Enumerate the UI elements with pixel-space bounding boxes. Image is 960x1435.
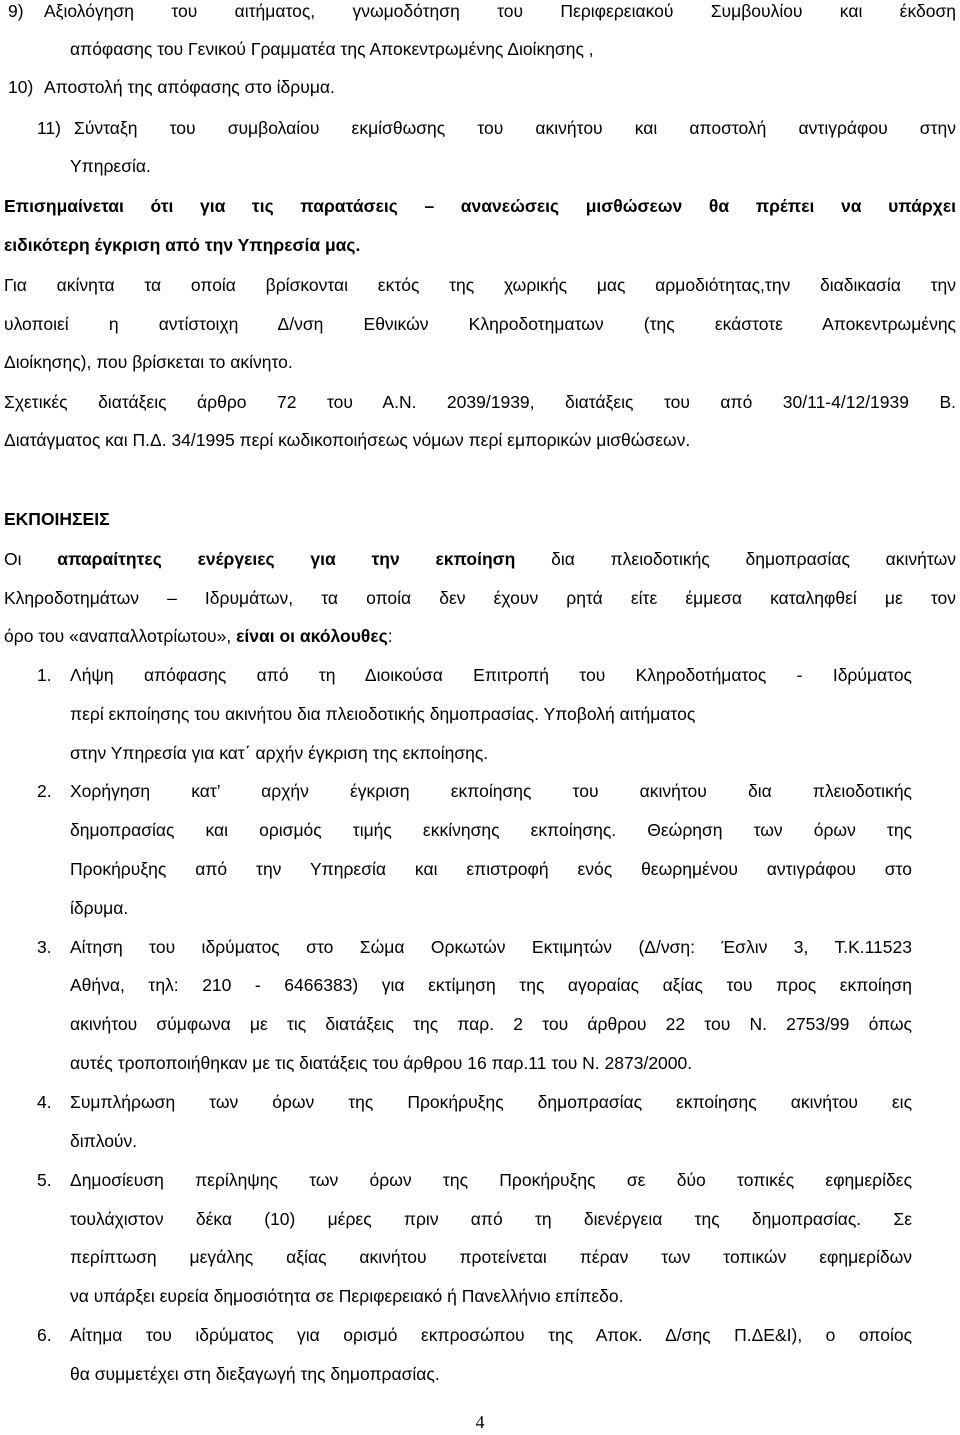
- step-line: τουλάχιστον δέκα (10) μέρες πριν από τη διενέργεια της δημοπρασίας. Σε: [70, 1209, 912, 1229]
- list-item-line: Αξιολόγηση του αιτήματος, γνωμοδότηση του Περιφερειακού Συμβουλίου και έκδοση: [44, 1, 956, 21]
- paragraph-line: υλοποιεί η αντίστοιχη Δ/νση Εθνικών Κληροδοτηματων (της εκάστοτε Αποκεντρωμένης: [4, 314, 956, 334]
- paragraph-line: Σχετικές διατάξεις άρθρο 72 του Α.Ν. 2039/1939, διατάξεις του από 30/11-4/12/1939 Β.: [4, 392, 956, 412]
- step-number: 1.: [37, 665, 52, 685]
- step-number: 3.: [37, 937, 52, 957]
- step-number: 4.: [37, 1092, 52, 1112]
- paragraph-line: Διατάγματος και Π.Δ. 34/1995 περί κωδικοποιήσεως νόμων περί εμπορικών μισθώσεων.: [4, 430, 691, 450]
- intro-bold-text: απαραίτητες ενέργειες για την εκποίηση: [57, 549, 516, 569]
- step-number: 2.: [37, 781, 52, 801]
- list-item-number: 10): [8, 77, 34, 97]
- step-line: Χορήγηση κατ’ αρχήν έγκριση εκποίησης του ακινήτου δια πλειοδοτικής: [70, 781, 912, 801]
- list-item-line: απόφασης του Γενικού Γραμματέα της Αποκεντρωμένης Διοίκησης ,: [70, 39, 594, 59]
- list-item-number: 11): [37, 118, 61, 138]
- step-line: περίπτωση μεγάλης αξίας ακινήτου προτείνεται πέραν των τοπικών εφημερίδων: [70, 1247, 912, 1267]
- step-line: διπλούν.: [70, 1131, 138, 1151]
- intro-text: δια πλειοδοτικής δημοπρασίας ακινήτων: [515, 549, 956, 569]
- intro-text: όρο του «αναπαλλοτρίωτου»,: [4, 626, 237, 646]
- step-line: αυτές τροποποιήθηκαν με τις διατάξεις του άρθρου 16 παρ.11 του Ν. 2873/2000.: [70, 1053, 693, 1073]
- page-number: 4: [475, 1412, 485, 1432]
- section-heading: ΕΚΠΟΙΗΣΕΙΣ: [4, 509, 110, 529]
- step-line: Συμπλήρωση των όρων της Προκήρυξης δημοπρασίας εκποίησης ακινήτου εις: [70, 1092, 912, 1112]
- intro-line-2: Κληροδοτημάτων – Ιδρυμάτων, τα οποία δεν έχουν ρητά είτε έμμεσα καταληφθεί με τον: [4, 588, 956, 608]
- step-line: Αίτημα του ιδρύματος για ορισμό εκπροσώπου της Αποκ. Δ/σης Π.ΔΕ&Ι), ο οποίος: [70, 1325, 912, 1345]
- paragraph-line: Για ακίνητα τα οποία βρίσκονται εκτός της χωρικής μας αρμοδιότητας,την διαδικασία την: [4, 275, 956, 295]
- notice-line: ειδικότερη έγκριση από την Υπηρεσία μας.: [4, 235, 361, 255]
- step-line: περί εκποίησης του ακινήτου δια πλειοδοτικής δημοπρασίας. Υποβολή αιτήματος: [70, 704, 696, 724]
- step-line: Αίτηση του ιδρύματος στο Σώμα Ορκωτών Εκτιμητών (Δ/νση: Έσλιν 3, Τ.Κ.11523: [70, 937, 912, 957]
- paragraph-line: Διοίκησης), που βρίσκεται το ακίνητο.: [4, 352, 293, 372]
- step-line: ακινήτου σύμφωνα με τις διατάξεις της παρ. 2 του άρθρου 22 του Ν. 2753/99 όπως: [70, 1014, 912, 1034]
- step-line: να υπάρξει ευρεία δημοσιότητα σε Περιφερειακό ή Πανελλήνιο επίπεδο.: [70, 1286, 624, 1306]
- list-item-number: 9): [8, 1, 24, 21]
- step-number: 6.: [37, 1325, 52, 1345]
- intro-text: :: [387, 626, 393, 646]
- step-line: Δημοσίευση περίληψης των όρων της Προκήρυξης σε δύο τοπικές εφημερίδες: [70, 1170, 912, 1190]
- step-line: θα συμμετέχει στη διεξαγωγή της δημοπρασίας.: [70, 1364, 440, 1384]
- intro-line-3: [4, 625, 393, 649]
- step-line: Αθήνα, τηλ: 210 - 6466383) για εκτίμηση της αγοραίας αξίας του προς εκποίηση: [70, 975, 912, 995]
- notice-line: Επισημαίνεται ότι για τις παρατάσεις – ανανεώσεις μισθώσεων θα πρέπει να υπάρχει: [4, 196, 956, 216]
- intro-bold-text: είναι οι ακόλουθες: [236, 626, 388, 646]
- step-line: Προκήρυξης από την Υπηρεσία και επιστροφή ενός θεωρημένου αντιγράφου στο: [70, 859, 912, 879]
- step-line: ίδρυμα.: [70, 898, 129, 918]
- list-item-line: Σύνταξη του συμβολαίου εκμίσθωσης του ακινήτου και αποστολή αντιγράφου στην: [74, 118, 956, 138]
- step-number: 5.: [37, 1170, 52, 1190]
- step-line: στην Υπηρεσία για κατ΄ αρχήν έγκριση της εκποίησης.: [70, 743, 489, 763]
- intro-line-1: [4, 548, 956, 572]
- intro-text: Οι: [4, 549, 58, 569]
- step-line: Λήψη απόφασης από τη Διοικούσα Επιτροπή του Κληροδοτήματος - Ιδρύματος: [70, 665, 912, 685]
- list-item-line: Υπηρεσία.: [70, 156, 151, 176]
- list-item-line: Αποστολή της απόφασης στο ίδρυμα.: [44, 77, 335, 97]
- step-line: δημοπρασίας και ορισμός τιμής εκκίνησης εκποίησης. Θεώρηση των όρων της: [70, 820, 912, 840]
